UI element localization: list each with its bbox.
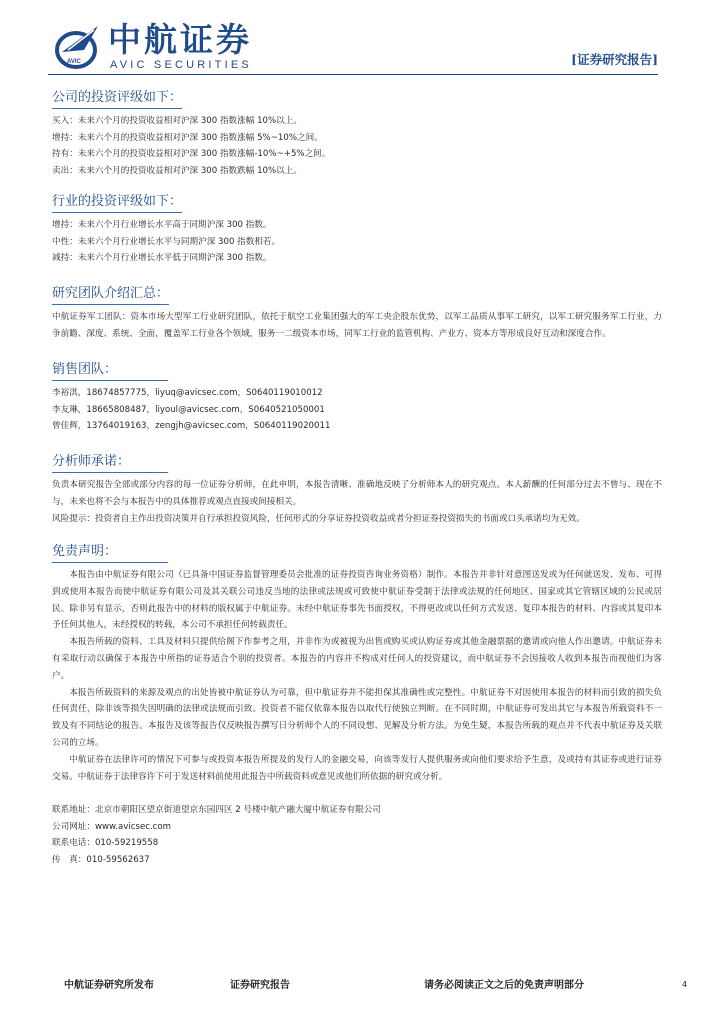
rating-line: 增持：未来六个月行业增长水平高于同期沪深 300 指数。 [52, 220, 272, 230]
risk-warning-text: 风险提示：投资者自主作出投资决策并自行承担投资风险，任何形式的分享证券投资收益或者分担证券投资损失的书面或口头承诺均为无效。 [52, 513, 585, 524]
disclaimer-paragraph: 本报告由中航证券有限公司（已具备中国证券监督管理委员会批准的证券投资咨询业务资格）制作。本报告并非针对意图送发或为任何就送发、发布、可得到或使用本报告而使中航证券有限公司及其关联公司违反当地的法律或法规或可致使中航证券受制于法律或法规的任何地区、国家或其它管辖区域的公民或居民。除非另有显示，否则此报告中的材料的版权属于中航证券。未经中航证券事先书面授权，不得更改或以任何方式发送、复印本报告的材料、内容或其复印本予任何其他人，未经授权的转载，本公司不承担任何转载责任。 [52, 570, 662, 631]
footer-report-type: 证券研究报告 [230, 980, 290, 991]
industry-rating-title: 行业的投资评级如下： [52, 194, 182, 213]
logo-english-name: AVIC SECURITIES [110, 59, 252, 71]
report-type-tag: [证券研究报告] [571, 52, 658, 67]
contact-website: 公司网址：www.avicsec.com [52, 821, 172, 832]
contact-phone: 联系电话：010-59219558 [52, 838, 159, 849]
company-rating-title: 公司的投资评级如下： [52, 90, 182, 109]
analyst-pledge-text: 负责本研究报告全部或部分内容的每一位证券分析师，在此申明，本报告清晰、准确地反映了分析师本人的研究观点。本人薪酬的任何部分过去不曾与、现在不与，未来也将不会与本报告中的具体推荐或观点直接或间接相关。 [52, 480, 662, 507]
header-divider [48, 74, 658, 75]
research-team-title: 研究团队介绍汇总： [52, 286, 169, 305]
disclaimer-title: 免责声明： [52, 544, 168, 563]
rating-line: 中性：未来六个月行业增长水平与同期沪深 300 指数相若。 [52, 236, 281, 247]
rating-line: 减持：未来六个月行业增长水平低于同期沪深 300 指数。 [52, 253, 272, 264]
industry-rating-section [52, 190, 662, 267]
disclaimer-paragraph: 本报告所载的资料、工具及材料只提供给阁下作参考之用，并非作为或被视为出售或购买或认购证券或其他金融票据的邀请或向他人作出邀请。中航证券未有采取行动以确保于本报告中所指的证券适合个别的投资者。本报告的内容并不构成对任何人的投资建议，而中航证券不会因接收人收到本报告而视他们为客户。 [52, 637, 662, 681]
footer-disclaimer-note: 请务必阅读正文之后的免责声明部分 [424, 980, 584, 991]
sales-team-section [52, 358, 662, 435]
sales-contact-line: 李友琳，18665808487，liyoul@avicsec.com，S0640521050001 [52, 404, 325, 415]
disclaimer-section [52, 540, 662, 785]
sales-contact-line: 曾佳辉，13764019163，zengjh@avicsec.com，S0640119020011 [52, 421, 331, 432]
avic-logo-icon [54, 20, 104, 70]
page-number: 4 [682, 980, 688, 989]
research-team-text: 中航证券军工团队：资本市场大型军工行业研究团队，依托于航空工业集团强大的军工央企股东优势，以军工品质从事军工研究，以军工研究服务军工行业，力争前瞻、深度、系统、全面，覆盖军工行业各个领域，服务一二级资本市场，同军工行业的监管机构、产业方、资本方等形成良好互动和深度合作。 [52, 312, 662, 339]
company-rating-section [52, 86, 662, 180]
rating-line: 增持：未来六个月的投资收益相对沪深 300 指数涨幅 5%~10%之间。 [52, 132, 323, 143]
rating-line: 卖出：未来六个月的投资收益相对沪深 300 指数跌幅 10%以上。 [52, 166, 302, 177]
rating-line: 买入：未来六个月的投资收益相对沪深 300 指数涨幅 10%以上。 [52, 116, 302, 126]
research-team-section [52, 282, 662, 343]
analyst-pledge-section [52, 450, 662, 527]
sales-contact-line: 李裕淇，18674857775，liyuq@avicsec.com，S0640119010012 [52, 388, 323, 398]
logo-badge-text: AVIC [67, 59, 81, 65]
contact-address: 联系地址：北京市朝阳区望京街道望京东园四区 2 号楼中航产融大厦中航证券有限公司 [52, 805, 381, 815]
sales-team-title: 销售团队： [52, 362, 168, 381]
logo-chinese-name: 中航证券 [108, 20, 252, 59]
disclaimer-paragraph: 本报告所载资料的来源及观点的出处皆被中航证券认为可靠，但中航证券并不能担保其准确性或完整性。中航证券不对因使用本报告的材料而引致的损失负任何责任，除非该等损失因明确的法律或法规而引致。投资者不能仅依靠本报告以取代行使独立判断。在不同时期，中航证券可发出其它与本报告所载资料不一致及有不同结论的报告。本报告及该等报告仅反映报告撰写日分析师个人的不同设想、见解及分析方法。为免生疑，本报告所载的观点并不代表中航证券及关联公司的立场。 [52, 687, 662, 748]
contact-fax: 传 真：010-59562637 [52, 855, 150, 866]
page-header [0, 0, 724, 80]
disclaimer-paragraph: 中航证券在法律许可的情况下可参与或投资本报告所提及的发行人的金融交易，向该等发行人提供服务或向他们要求给予生意，及或持有其证券或进行证券交易。中航证券于法律容许下可于发送材料前使用此报告中所载资料或意见或他们所依据的研究或分析。 [52, 754, 662, 782]
analyst-pledge-title: 分析师承诺： [52, 454, 168, 473]
contact-section [52, 802, 662, 869]
footer-publisher: 中航证券研究所发布 [64, 980, 154, 991]
rating-line: 持有：未来六个月的投资收益相对沪深 300 指数涨幅-10%~+5%之间。 [52, 149, 331, 160]
